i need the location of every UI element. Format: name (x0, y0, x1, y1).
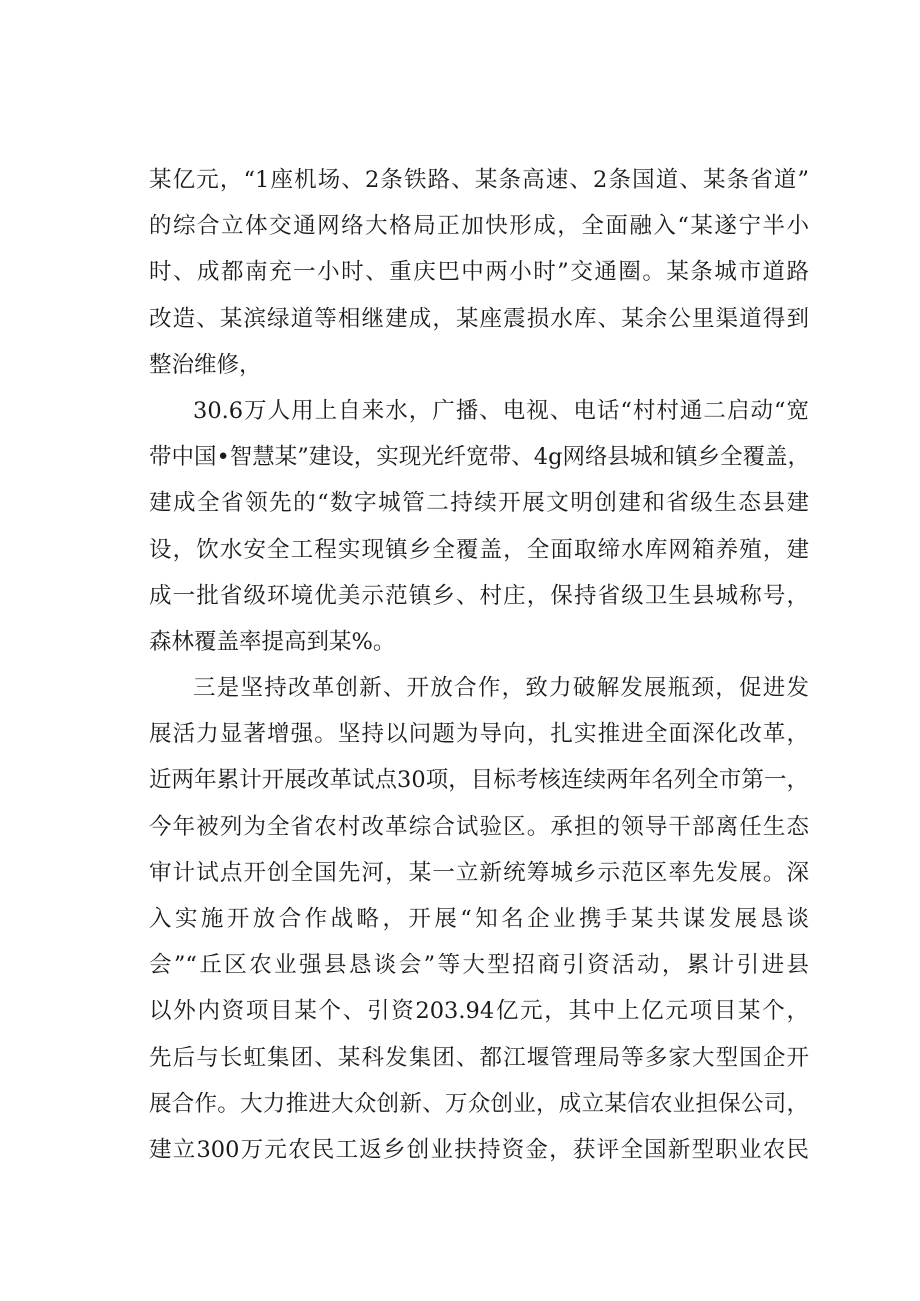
text-line: 时、成都南充一小时、重庆巴中两小时”交通圈。某条城市道路 (149, 259, 809, 286)
text-line: 改造、某滨绿道等相继建成，某座震损水库、某余公里渠道得到 (149, 305, 809, 332)
text-line: 展合作。大力推进大众创新、万众创业，成立某信农业担保公司， (149, 1090, 809, 1117)
text-line: 会”“丘区农业强县恳谈会”等大型招商引资活动，累计引进县 (149, 952, 809, 979)
paragraph-transport (149, 157, 809, 388)
text-line: 的综合立体交通网络大格局正加快形成，全面融入“某遂宁半小 (149, 213, 809, 240)
text-line: 整治维修， (149, 351, 262, 378)
text-line: 建成全省领先的“数字城管二持续开展文明创建和省级生态县建 (149, 490, 809, 517)
text-line: 森林覆盖率提高到某%。 (149, 628, 396, 655)
text-line: 三是坚持改革创新、开放合作，致力破解发展瓶颈，促进发 (193, 675, 809, 702)
text-line: 某亿元，“1座机场、2条铁路、某条高速、2条国道、某条省道” (149, 167, 809, 193)
text-line: 审计试点开创全国先河，某一立新统筹城乡示范区率先发展。深 (149, 859, 809, 886)
text-line: 成一批省级环境优美示范镇乡、村庄，保持省级卫生县城称号， (149, 582, 809, 609)
text-line: 展活力显著增强。坚持以问题为导向，扎实推进全面深化改革， (149, 721, 809, 748)
paragraph-infrastructure (149, 388, 809, 665)
paragraph-reform (149, 665, 809, 1173)
body-text (149, 157, 809, 1173)
text-line: 今年被列为全省农村改革综合试验区。承担的领导干部离任生态 (149, 813, 809, 840)
text-line: 入实施开放合作战略，开展“知名企业携手某共谋发展恳谈 (149, 906, 809, 932)
text-line: 近两年累计开展改革试点30项，目标考核连续两年名列全市第一， (149, 767, 809, 794)
text-line: 建立300万元农民工返乡创业扶持资金，获评全国新型职业农民 (149, 1136, 809, 1163)
text-line: 先后与长虹集团、某科发集团、都江堰管理局等多家大型国企开 (149, 1044, 809, 1071)
text-line: 带中国•智慧某”建设，实现光纤宽带、4g网络县城和镇乡全覆盖， (149, 444, 810, 471)
text-line: 以外内资项目某个、引资203.94亿元，其中上亿元项目某个， (149, 998, 809, 1025)
text-line: 30.6万人用上自来水，广播、电视、电话“村村通二启动“宽 (193, 397, 809, 424)
text-line: 设，饮水安全工程实现镇乡全覆盖，全面取缔水库网箱养殖，建 (149, 536, 809, 563)
